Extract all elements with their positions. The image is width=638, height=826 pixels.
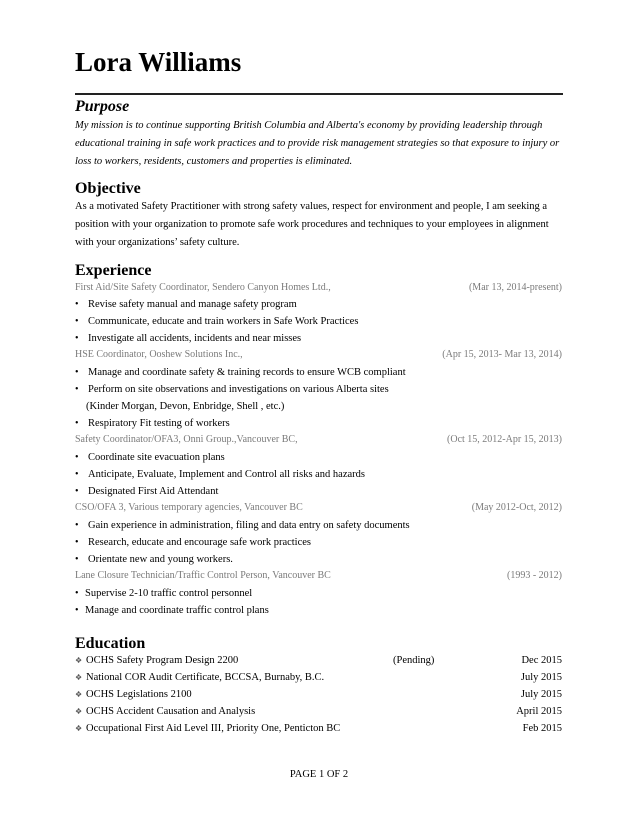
education-item	[75, 652, 562, 669]
experience-heading: Experience	[75, 262, 152, 279]
education-date: Feb 2015	[522, 723, 562, 734]
bullet-icon: •	[75, 520, 79, 531]
header-divider	[75, 93, 563, 95]
job-dates: (May 2012-Oct, 2012)	[471, 502, 562, 513]
job-bullet: • Respiratory Fit testing of workers	[75, 415, 545, 432]
bullet-icon: •	[75, 384, 79, 395]
education-date: July 2015	[520, 672, 562, 683]
bullet-icon: •	[75, 537, 79, 548]
job-dates: (Oct 15, 2012-Apr 15, 2013)	[447, 434, 562, 445]
job-bullet: • Manage and coordinate safety & training records to ensure WCB compliant	[75, 364, 545, 381]
job-title: Lane Closure Technician/Traffic Control Person, Vancouver BC	[75, 570, 331, 581]
bullet-icon: •	[75, 486, 79, 497]
bullet-icon: •	[75, 469, 79, 480]
job-title: First Aid/Site Safety Coordinator, Sendero Canyon Homes Ltd.,	[75, 282, 331, 293]
education-heading: Education	[75, 635, 146, 652]
job-bullet: • Gain experience in administration, filing and data entry on safety documents	[75, 517, 545, 534]
bullet-icon: •	[75, 333, 79, 344]
purpose-heading: Purpose	[75, 98, 130, 115]
diamond-bullet-icon: ❖	[75, 707, 83, 716]
education-item	[75, 703, 562, 720]
education-name: OCHS Accident Causation and Analysis	[86, 706, 256, 717]
education-date: Dec 2015	[521, 655, 562, 666]
diamond-bullet-icon: ❖	[75, 673, 83, 682]
job-header	[75, 280, 562, 296]
education-name: National COR Audit Certificate, BCCSA, Burnaby, B.C.	[86, 672, 325, 683]
job-bullet: • Designated First Aid Attendant	[75, 483, 545, 500]
education-date: April 2015	[516, 706, 562, 717]
job-bullet: • Orientate new and young workers.	[75, 551, 545, 568]
diamond-bullet-icon: ❖	[75, 690, 83, 699]
bullet-icon: •	[75, 316, 79, 327]
page-number: PAGE 1 OF 2	[289, 769, 349, 780]
education-item	[75, 686, 562, 703]
job-title: CSO/OFA 3, Various temporary agencies, Vancouver BC	[75, 502, 303, 513]
job-bullet: • Investigate all accidents, incidents and near misses	[75, 330, 545, 347]
objective-line: position with your organization to promote safe work procedures and techniques to your employees in alignment	[75, 219, 549, 230]
job-bullet: • Perform on site observations and investigations on various Alberta sites	[75, 381, 545, 398]
job-bullet: • Revise safety manual and manage safety program	[75, 296, 545, 313]
bullet-icon: •	[75, 367, 79, 378]
purpose-text	[75, 117, 565, 171]
job-dates: (Apr 15, 2013- Mar 13, 2014)	[442, 349, 562, 360]
education-item	[75, 720, 562, 737]
job-header	[75, 432, 562, 448]
diamond-bullet-icon: ❖	[75, 724, 83, 733]
job-bullet: • Communicate, educate and train workers in Safe Work Practices	[75, 313, 545, 330]
job-bullet: • Coordinate site evacuation plans	[75, 449, 545, 466]
objective-heading: Objective	[75, 180, 141, 197]
purpose-line: My mission is to continue supporting British Columbia and Alberta's economy by providing leadership through	[75, 120, 543, 131]
bullet-icon: •	[75, 418, 79, 429]
job-title: HSE Coordinator, Ooshew Solutions Inc.,	[75, 349, 243, 360]
education-date: July 2015	[520, 689, 562, 700]
objective-text	[75, 198, 565, 252]
job-header	[75, 568, 562, 584]
job-bullet: • Supervise 2-10 traffic control personnel	[75, 585, 545, 602]
job-header	[75, 347, 562, 363]
objective-line: with your organizations’ safety culture.	[75, 237, 240, 248]
bullet-icon: •	[75, 588, 79, 599]
education-name: OCHS Safety Program Design 2200	[86, 655, 239, 666]
purpose-line: educational training in safe work practices and to provide risk management strategies so that exposure to injury or	[75, 138, 560, 149]
job-bullet: • Anticipate, Evaluate, Implement and Control all risks and hazards	[75, 466, 545, 483]
job-header	[75, 500, 562, 516]
job-dates: (1993 - 2012)	[507, 570, 562, 581]
candidate-name: Lora Williams	[75, 47, 242, 77]
objective-line: As a motivated Safety Practitioner with strong safety values, respect for environment and people, I am seeking a	[75, 201, 548, 212]
purpose-line: loss to workers, residents, customers and properties is eliminated.	[75, 156, 353, 167]
bullet-icon: •	[75, 452, 79, 463]
job-title: Safety Coordinator/OFA3, Onni Group.,Vancouver BC,	[75, 434, 298, 445]
diamond-bullet-icon: ❖	[75, 656, 83, 665]
job-dates: (Mar 13, 2014-present)	[468, 282, 562, 293]
education-name: OCHS Legislations 2100	[86, 689, 192, 700]
education-name: Occupational First Aid Level III, Priority One, Penticton BC	[86, 723, 341, 734]
education-status: (Pending)	[393, 655, 435, 666]
bullet-icon: •	[75, 299, 79, 310]
bullet-icon: •	[75, 554, 79, 565]
job-bullet: • Research, educate and encourage safe work practices	[75, 534, 545, 551]
bullet-icon: •	[75, 605, 79, 616]
education-item	[75, 669, 562, 686]
job-bullet: • Manage and coordinate traffic control plans	[75, 602, 545, 619]
job-bullet-continuation: (Kinder Morgan, Devon, Enbridge, Shell , etc.)	[86, 401, 285, 412]
